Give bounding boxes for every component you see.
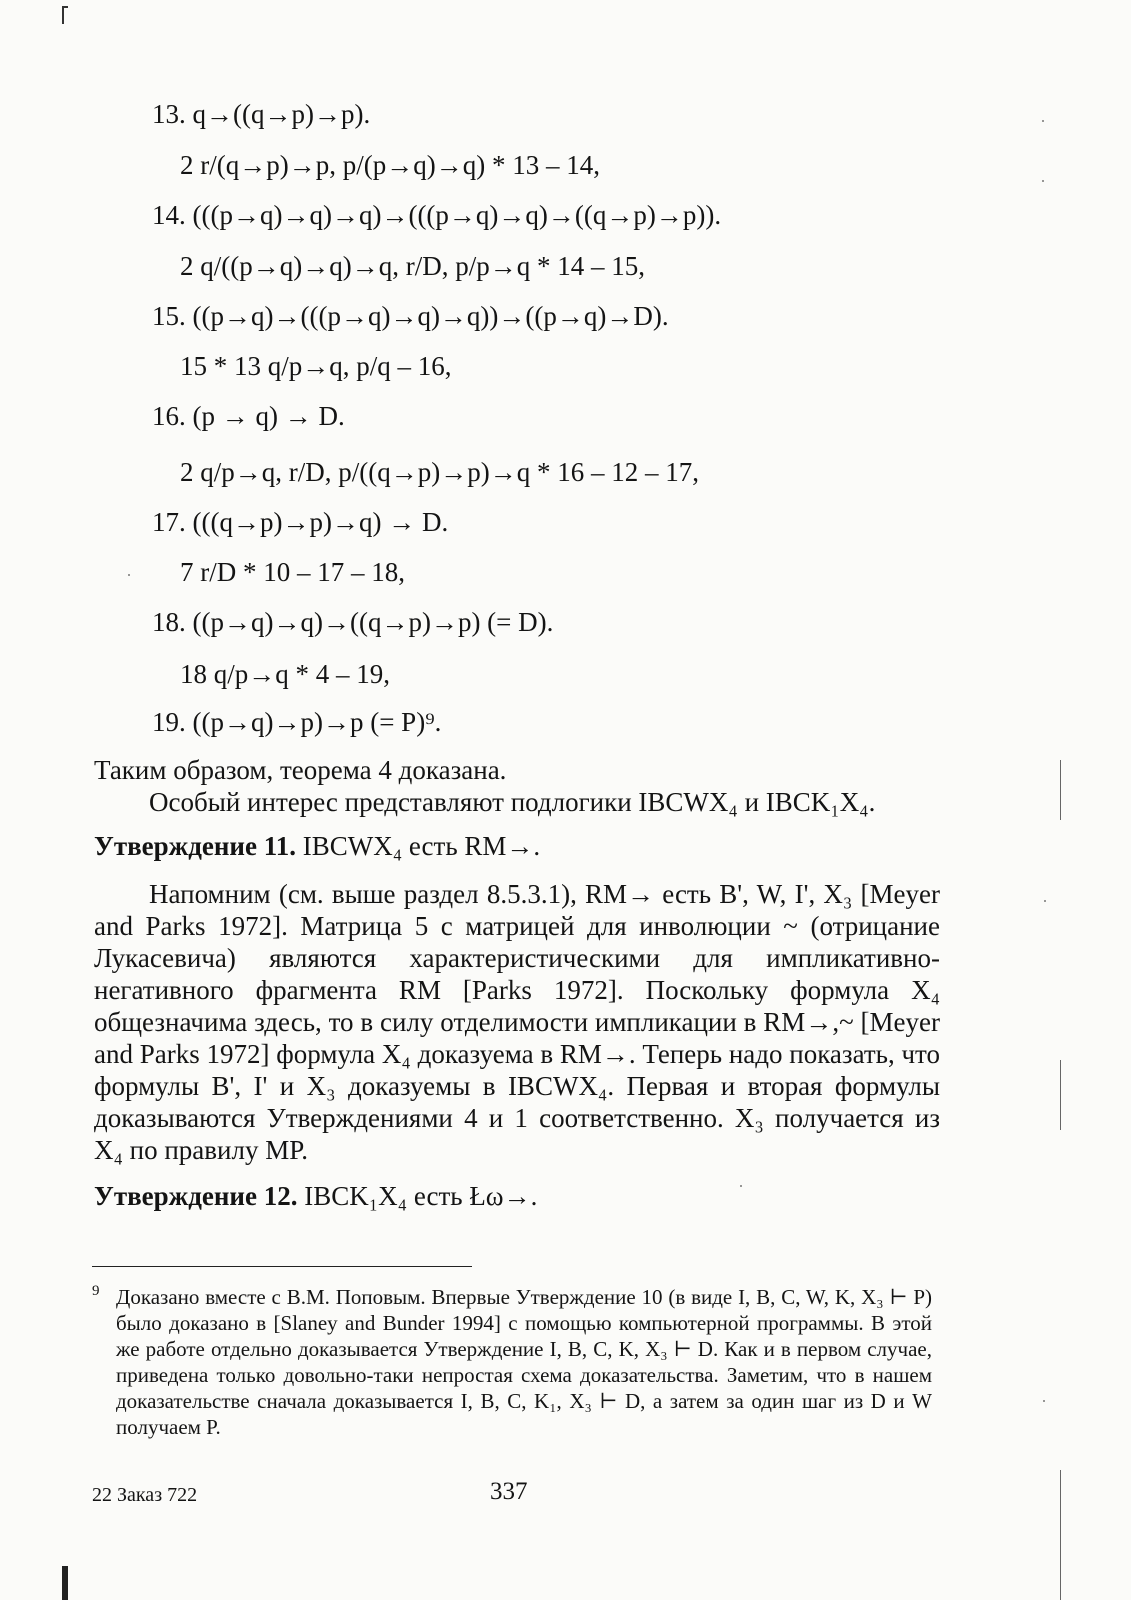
proof-step-17: 17. (((q→p)→p)→q) → D. xyxy=(152,507,449,537)
proof-ref: 7 r/D * 10 – 17 – 18, xyxy=(180,557,405,587)
proof-ref: 18 q/p→q * 4 – 19, xyxy=(180,659,391,689)
page-number: 337 xyxy=(490,1478,528,1505)
proof-step-16: 16. (p → q) → D. xyxy=(152,401,345,431)
proof-step-15: 15. ((p→q)→(((p→q)→q)→q))→((p→q)→D). xyxy=(152,301,669,331)
body-paragraph: Напомним (см. выше раздел 8.5.3.1), RM→ есть B', W, I', X₃ [Meyer and Parks 1972]. Матрица 5 с матрицей для инволюции ~ (отрицание Лукасевича) являются характеристическими для импликативно-негативного фрагмента RM [Parks 1972]. Поскольку формула X₄ общезначима здесь, то в силу отделимости импликации в RM→,~ [Meyer and Parks 1972] формула X₄ доказуема в RM→. Теперь надо показать, что формулы B', I' и X₃ доказуемы в IBCWX₄. Первая и вторая формулы доказываются Утверждениями 4 и 1 соответственно. X₃ получается из X₄ по правилу MP. xyxy=(94,879,940,1165)
footnote-text: Доказано вместе с В.М. Поповым. Впервые Утверждение 10 (в виде I, B, C, W, K, X₃ ⊢ P) было доказано в [Slaney and Bunder 1994] с помощью компьютерной программы. В этой же работе отдельно доказывается Утверждение I, B, C, K, X₃ ⊢ D. Как и в первом случае, приведена только довольно-таки непростая схема доказательства. Заметим, что в нашем доказательстве сначала доказывается I, B, C, K₁, X₃ ⊢ D, а затем за один шаг из D и W получаем P. xyxy=(116,1285,932,1439)
scan-edge-line xyxy=(1060,1060,1061,1130)
claim-12-body: IBCK₁X₄ есть Łω→. xyxy=(304,1181,538,1211)
claim-11-body: IBCWX₄ есть RM→. xyxy=(302,831,541,861)
claim-12-label: Утверждение 12. xyxy=(94,1181,298,1211)
scan-bottom-mark xyxy=(62,1566,68,1600)
proof-ref: 2 r/(q→p)→p, p/(p→q)→q) * 13 – 14, xyxy=(180,150,600,180)
proof-step-18: 18. ((p→q)→q)→((q→p)→p) (= D). xyxy=(152,607,554,637)
footnote-mark: 9 xyxy=(92,1283,100,1299)
proof-ref: 2 q/p→q, r/D, p/((q→p)→p)→q * 16 – 12 – 17, xyxy=(180,457,699,487)
footnote-divider xyxy=(92,1266,472,1267)
scan-edge-line xyxy=(1060,1470,1061,1600)
print-order-note: 22 Заказ 722 xyxy=(92,1484,198,1506)
scan-corner-mark xyxy=(62,6,64,24)
claim-11 xyxy=(94,830,540,862)
footnote xyxy=(92,1284,932,1440)
claim-12 xyxy=(94,1180,537,1212)
scan-edge-line xyxy=(1060,760,1061,820)
interest-text: Особый интерес представляют подлогики IBCWX₄ и IBCK₁X₄. xyxy=(149,787,876,817)
proof-ref: 15 * 13 q/p→q, p/q – 16, xyxy=(180,351,452,381)
proof-step-19: 19. ((p→q)→p)→p (= P)⁹. xyxy=(152,707,442,737)
conclusion-text: Таким образом, теорема 4 доказана. xyxy=(94,755,507,785)
proof-step-13: 13. q→((q→p)→p). xyxy=(152,99,371,129)
proof-step-14: 14. (((p→q)→q)→q)→(((p→q)→q)→((q→p)→p)). xyxy=(152,200,722,230)
proof-ref: 2 q/((p→q)→q)→q, r/D, p/p→q * 14 – 15, xyxy=(180,251,645,281)
claim-11-label: Утверждение 11. xyxy=(94,831,296,861)
